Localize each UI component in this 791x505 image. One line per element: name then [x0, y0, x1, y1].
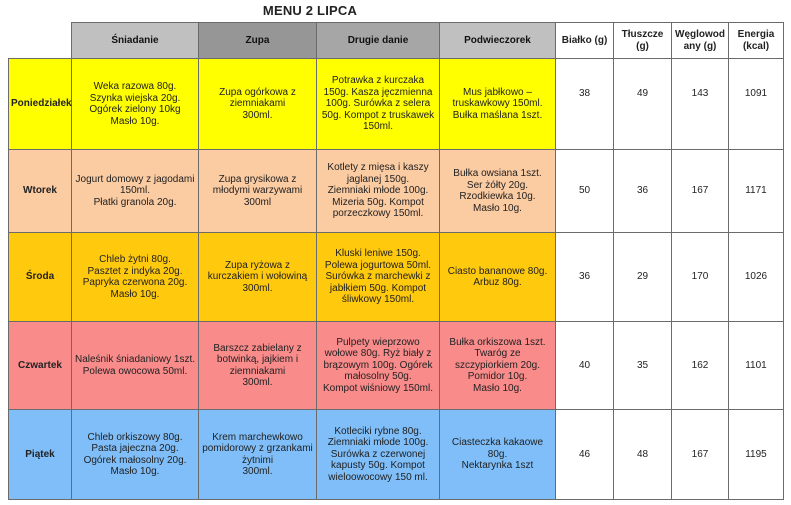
day-name: Środa — [9, 233, 72, 322]
day-row-sroda — [9, 233, 784, 322]
day-row-wtorek — [9, 150, 784, 233]
nutrient-value: 1091 — [744, 88, 768, 100]
meal-sniadanie: Naleśnik śniadaniowy 1szt. Polewa owocowa 50ml. — [72, 322, 199, 410]
header-sniadanie: Śniadanie — [72, 23, 199, 59]
meal-podwieczorek: Bułka owsiana 1szt. Ser żółty 20g. Rzodkiewka 10g. Masło 10g. — [440, 150, 556, 233]
nutrient-bialko — [556, 322, 614, 410]
meal-sniadanie: Chleb orkiszowy 80g. Pasta jajeczna 20g. Ogórek małosolny 20g. Masło 10g. — [72, 410, 199, 500]
day-name: Piątek — [9, 410, 72, 500]
nutrient-value: 143 — [691, 88, 709, 100]
nutrient-value: 167 — [691, 448, 709, 460]
meal-drugie-danie: Pulpety wieprzowo wołowe 80g. Ryż biały z brązowym 100g. Ogórek małosolny 50g. Kompot wiśniowy 150ml. — [317, 322, 440, 410]
header-weglowodany: Węglowod any (g) — [672, 23, 729, 59]
nutrient-bialko — [556, 59, 614, 150]
header-podwieczorek: Podwieczorek — [440, 23, 556, 59]
meal-drugie-danie: Kotleciki rybne 80g. Ziemniaki młode 100g. Surówka z czerwonej kapusty 50g. Kompot wieloowocowy 150 ml. — [317, 410, 440, 500]
nutrient-bialko — [556, 150, 614, 233]
meal-zupa: Krem marchewkowo pomidorowy z grzankami żytnimi 300ml. — [199, 410, 317, 500]
nutrient-value: 40 — [578, 359, 591, 371]
header-energia: Energia (kcal) — [729, 23, 784, 59]
meal-sniadanie: Weka razowa 80g. Szynka wiejska 20g. Ogórek zielony 10kg Masło 10g. — [72, 59, 199, 150]
nutrient-value: 1101 — [745, 359, 767, 371]
nutrient-value: 167 — [691, 185, 709, 197]
header-row — [9, 23, 784, 59]
nutrient-weglowodany — [672, 150, 729, 233]
nutrient-weglowodany — [672, 233, 729, 322]
nutrient-tluszcze — [614, 150, 672, 233]
nutrient-value: 162 — [691, 359, 709, 371]
meal-podwieczorek: Ciasto bananowe 80g. Arbuz 80g. — [440, 233, 556, 322]
nutrient-energia — [729, 150, 784, 233]
nutrient-value: 1026 — [744, 271, 768, 283]
nutrient-tluszcze — [614, 410, 672, 500]
nutrient-bialko — [556, 410, 614, 500]
nutrient-tluszcze — [614, 59, 672, 150]
nutrient-tluszcze — [614, 233, 672, 322]
meal-drugie-danie: Potrawka z kurczaka 150g. Kasza jęczmienna 100g. Surówka z selera 50g. Kompot z truskawek 150ml. — [317, 59, 440, 150]
meal-podwieczorek: Mus jabłkowo – truskawkowy 150ml. Bułka maślana 1szt. — [440, 59, 556, 150]
nutrient-value: 36 — [578, 271, 591, 283]
header-zupa: Zupa — [199, 23, 317, 59]
meal-sniadanie: Jogurt domowy z jagodami 150ml. Płatki granola 20g. — [72, 150, 199, 233]
meal-zupa: Barszcz zabielany z botwinką, jajkiem i ziemniakami 300ml. — [199, 322, 317, 410]
nutrient-value: 50 — [578, 185, 591, 197]
nutrient-energia — [729, 410, 784, 500]
menu-title: MENU 2 LIPCA — [262, 3, 358, 18]
nutrient-value: 48 — [636, 448, 649, 460]
nutrient-value: 38 — [578, 88, 591, 100]
meal-zupa: Zupa ryżowa z kurczakiem i wołowiną 300ml. — [199, 233, 317, 322]
meal-drugie-danie: Kotlety z mięsa i kaszy jaglanej 150g. Ziemniaki młode 100g. Mizeria 50g. Kompot porzeczkowy 150ml. — [317, 150, 440, 233]
nutrient-energia — [729, 59, 784, 150]
day-row-piatek — [9, 410, 784, 500]
header-corner — [9, 23, 72, 59]
nutrient-value: 35 — [636, 359, 649, 371]
nutrient-weglowodany — [672, 59, 729, 150]
day-name: Poniedziałek — [9, 59, 72, 150]
meal-podwieczorek: Bułka orkiszowa 1szt. Twaróg ze szczypiorkiem 20g. Pomidor 10g. Masło 10g. — [440, 322, 556, 410]
header-drugie-danie: Drugie danie — [317, 23, 440, 59]
nutrient-value: 36 — [636, 185, 649, 197]
nutrient-value: 49 — [636, 88, 649, 100]
nutrient-value: 1195 — [745, 448, 767, 460]
nutrient-value: 29 — [636, 271, 649, 283]
meal-podwieczorek: Ciasteczka kakaowe 80g. Nektarynka 1szt — [440, 410, 556, 500]
nutrient-tluszcze — [614, 322, 672, 410]
menu-table — [8, 22, 784, 500]
nutrient-bialko — [556, 233, 614, 322]
header-tluszcze: Tłuszcze (g) — [614, 23, 672, 59]
nutrient-value: 170 — [691, 271, 709, 283]
meal-zupa: Zupa grysikowa z młodymi warzywami 300ml — [199, 150, 317, 233]
day-row-poniedzialek — [9, 59, 784, 150]
meal-sniadanie: Chleb żytni 80g. Pasztet z indyka 20g. Papryka czerwona 20g. Masło 10g. — [72, 233, 199, 322]
nutrient-energia — [729, 322, 784, 410]
nutrient-value: 1171 — [745, 185, 767, 197]
day-name: Czwartek — [9, 322, 72, 410]
nutrient-weglowodany — [672, 322, 729, 410]
day-row-czwartek — [9, 322, 784, 410]
header-bialko: Białko (g) — [556, 23, 614, 59]
day-name: Wtorek — [9, 150, 72, 233]
nutrient-value: 46 — [578, 448, 591, 460]
nutrient-weglowodany — [672, 410, 729, 500]
meal-drugie-danie: Kluski leniwe 150g. Polewa jogurtowa 50ml. Surówka z marchewki z jabłkiem 50g. Kompot śliwkowy 150ml. — [317, 233, 440, 322]
meal-zupa: Zupa ogórkowa z ziemniakami 300ml. — [199, 59, 317, 150]
nutrient-energia — [729, 233, 784, 322]
